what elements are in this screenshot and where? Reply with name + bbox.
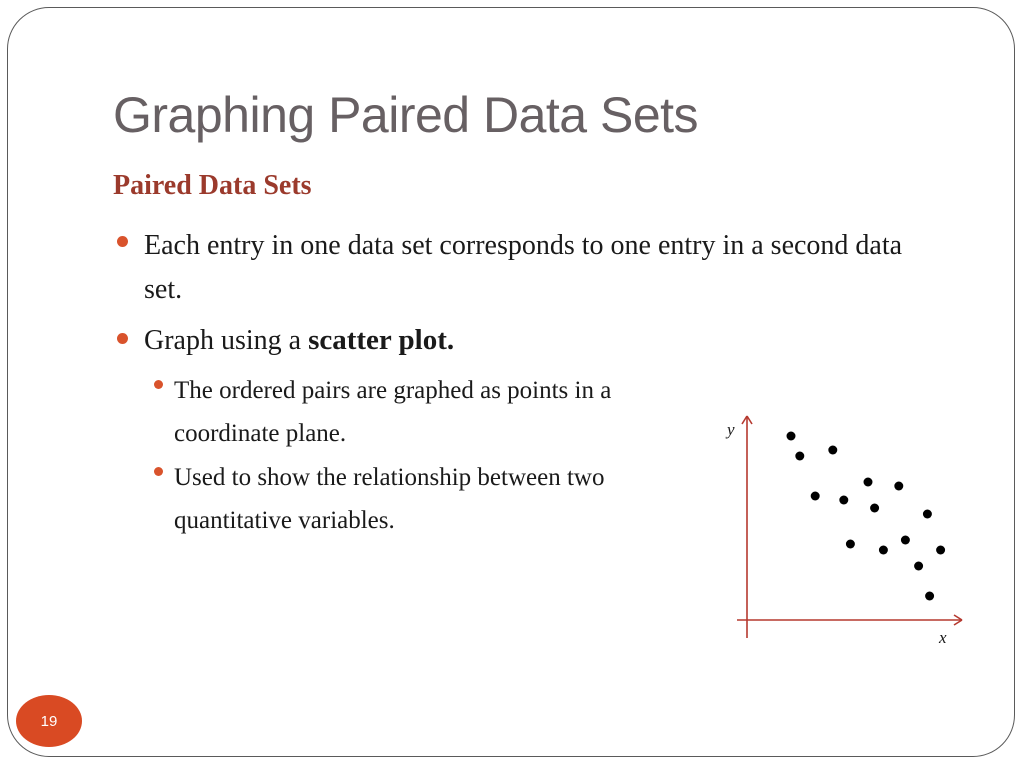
bullet-item — [144, 320, 744, 361]
scatter-point — [914, 562, 923, 571]
scatter-point — [925, 592, 934, 601]
scatter-point — [936, 546, 945, 555]
sub-bullet-item — [174, 456, 634, 542]
sub-bullet-text: Used to show the relationship between two quantitative variables. — [174, 464, 605, 534]
scatter-point — [901, 536, 910, 545]
scatter-point — [846, 540, 855, 549]
y-axis-label: y — [727, 420, 735, 439]
scatter-point — [894, 482, 903, 491]
x-axis-label: x — [939, 628, 947, 647]
scatter-plot — [700, 400, 990, 660]
sub-bullet-text: The ordered pairs are graphed as points in a coordinate plane. — [174, 377, 612, 447]
slide-title: Graphing Paired Data Sets — [113, 87, 699, 143]
scatter-point — [795, 452, 804, 461]
bullet-item — [144, 224, 924, 312]
sub-bullet-item — [174, 369, 634, 455]
bullet-text: Graph using a — [144, 325, 309, 356]
scatter-point — [879, 546, 888, 555]
scatter-point — [839, 496, 848, 505]
chart-axes — [737, 416, 962, 638]
scatter-point — [811, 492, 820, 501]
scatter-point — [787, 432, 796, 441]
scatter-point — [828, 446, 837, 455]
bullet-dot-icon — [117, 236, 128, 247]
chart-points — [787, 432, 946, 601]
scatter-point — [923, 510, 932, 519]
page-number-badge — [16, 695, 82, 747]
bullet-bold-text: scatter plot. — [308, 324, 455, 356]
sub-bullet-dot-icon — [154, 380, 163, 389]
page-number: 19 — [40, 712, 58, 730]
bullet-text: Each entry in one data set corresponds to one entry in a second data set. — [144, 230, 903, 305]
scatter-point — [870, 504, 879, 513]
scatter-point — [864, 478, 873, 487]
slide-subtitle: Paired Data Sets — [113, 170, 312, 201]
sub-bullet-dot-icon — [154, 467, 163, 476]
bullet-dot-icon — [117, 333, 128, 344]
